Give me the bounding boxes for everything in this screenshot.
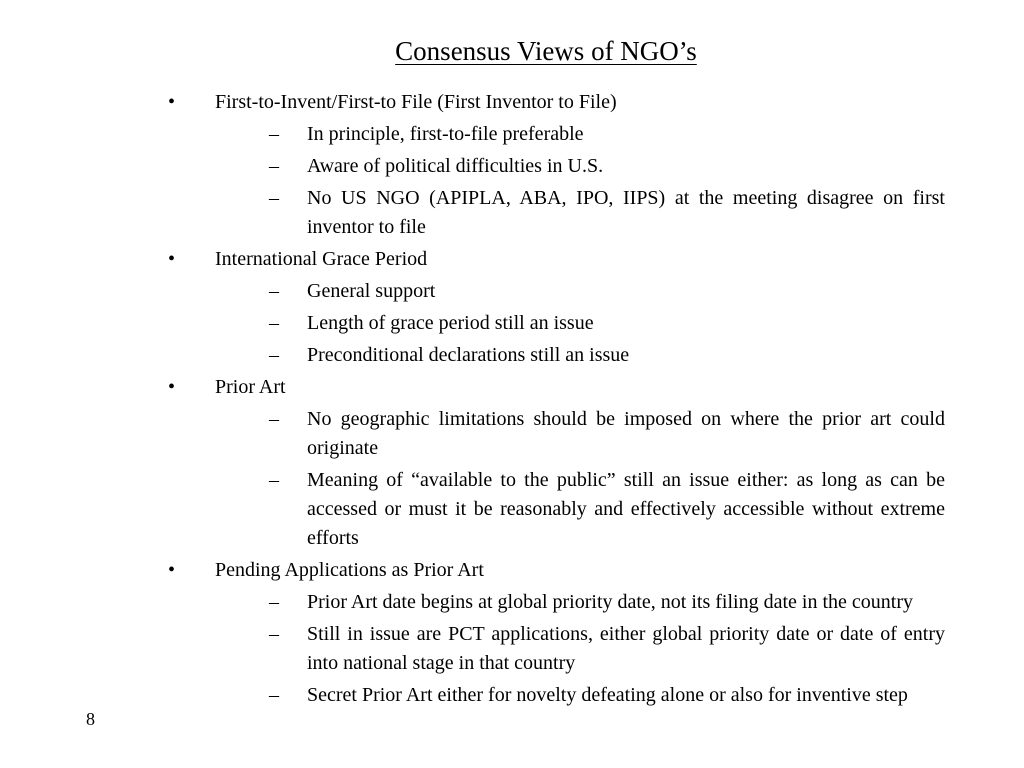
slide-number: 8 — [86, 709, 95, 729]
sub-item — [269, 184, 945, 242]
sub-item-text: Prior Art date begins at global priority date, not its filing date in the country — [307, 591, 913, 613]
bullet-icon: • — [168, 248, 176, 270]
bullet-text: International Grace Period — [215, 248, 428, 270]
dash-icon: – — [269, 155, 279, 177]
sub-item — [269, 466, 945, 553]
dash-icon: – — [269, 623, 279, 645]
sub-item-text: Preconditional declarations still an issue — [307, 344, 630, 366]
bullet-text: Prior Art — [215, 376, 286, 398]
sub-list — [215, 277, 1024, 370]
dash-icon: – — [269, 280, 279, 302]
sub-item — [269, 588, 945, 617]
sub-item — [269, 620, 945, 678]
bullet-item — [0, 556, 1024, 710]
sub-item-text: Meaning of “available to the public” still an issue either: as long as can be accessed or must it be reasonably and effectively accessible without extreme efforts — [307, 469, 945, 549]
bullet-item — [0, 245, 1024, 370]
dash-icon: – — [269, 469, 279, 491]
slide-title: Consensus Views of NGO’s — [395, 36, 697, 66]
bullet-item — [0, 373, 1024, 553]
sub-item-text: Aware of political difficulties in U.S. — [307, 155, 604, 177]
sub-item-text: No geographic limitations should be imposed on where the prior art could originate — [307, 408, 945, 459]
sub-item-text: Secret Prior Art either for novelty defeating alone or also for inventive step — [307, 684, 908, 706]
dash-icon: – — [269, 684, 279, 706]
sub-item — [269, 120, 945, 149]
slide-content — [0, 88, 1024, 713]
sub-list — [215, 588, 1024, 710]
sub-item — [269, 309, 945, 338]
sub-item-text: In principle, first-to-file preferable — [307, 123, 584, 145]
sub-item-text: Length of grace period still an issue — [307, 312, 594, 334]
bullet-item — [0, 88, 1024, 242]
sub-list — [215, 120, 1024, 242]
dash-icon: – — [269, 591, 279, 613]
bullet-text: Pending Applications as Prior Art — [215, 559, 484, 581]
dash-icon: – — [269, 312, 279, 334]
bullet-text: First-to-Invent/First-to File (First Inventor to File) — [215, 91, 617, 113]
sub-item — [269, 152, 945, 181]
bullet-icon: • — [168, 559, 176, 581]
dash-icon: – — [269, 344, 279, 366]
dash-icon: – — [269, 123, 279, 145]
sub-item — [269, 681, 945, 710]
sub-list — [215, 405, 1024, 553]
bullet-icon: • — [168, 376, 176, 398]
sub-item — [269, 341, 945, 370]
sub-item-text: General support — [307, 280, 436, 302]
dash-icon: – — [269, 408, 279, 430]
sub-item — [269, 277, 945, 306]
dash-icon: – — [269, 187, 279, 209]
bullet-icon: • — [168, 91, 176, 113]
sub-item — [269, 405, 945, 463]
sub-item-text: No US NGO (APIPLA, ABA, IPO, IIPS) at the meeting disagree on first inventor to file — [307, 187, 945, 238]
sub-item-text: Still in issue are PCT applications, either global priority date or date of entry into national stage in that country — [307, 623, 945, 674]
